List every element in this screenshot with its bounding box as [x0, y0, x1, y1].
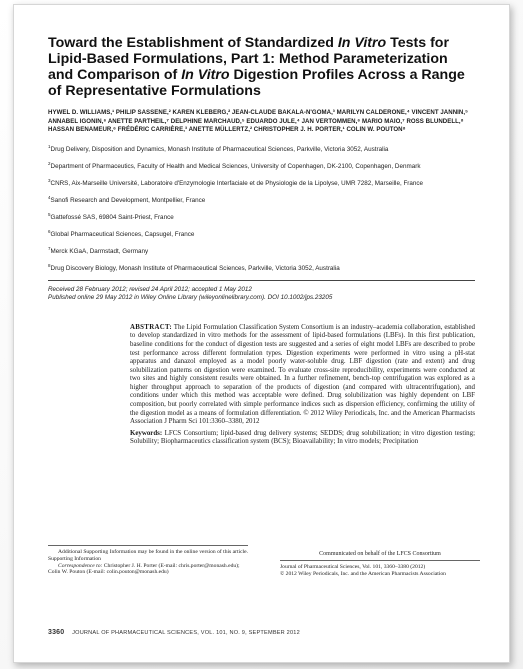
- affiliation-number: 3: [48, 177, 51, 183]
- page-footer: [48, 629, 300, 636]
- affiliation-item: [48, 177, 475, 188]
- journal-footer: JOURNAL OF PHARMACEUTICAL SCIENCES, VOL. 101, NO. 9, SEPTEMBER 2012: [72, 630, 300, 636]
- received-dates: Received 28 February 2012; revised 24 April 2012; accepted 1 May 2012: [48, 285, 252, 293]
- affiliation-item: [48, 228, 475, 239]
- title-text: Digestion Profiles Across a Range of Representative Formulations: [48, 67, 465, 99]
- affiliation-number: 8: [48, 263, 51, 269]
- affiliation-text: CNRS, Aix-Marseille Université, Laboratoire d'Enzymologie Interfaciale et de Physiologie de la Lipolyse, UMR 7282, Marseille, France: [50, 180, 424, 188]
- correspondence-label: Correspondence to:: [58, 562, 103, 569]
- title-italic: In Vitro: [181, 67, 230, 83]
- affiliation-number: 2: [48, 160, 51, 166]
- divider: [48, 280, 475, 281]
- copyright-line: © 2012 Wiley Periodicals, Inc. and the American Pharmacists Association: [280, 570, 446, 577]
- keywords-text: LFCS Consortium; lipid-based drug delivery systems; SEDDS; drug solubilization; in vitro digestion testing; Solubility; Biopharmaceutics classification system (BCS); Bioavailability; In vitro models; Precipitation: [130, 429, 475, 446]
- title-text: Tests for Lipid-Based Formulations, Part 1: Method Parameterization and Comparison of: [48, 35, 449, 83]
- footnote-divider: [48, 545, 248, 546]
- abstract-text: The Lipid Formulation Classification System Consortium is an industry–academia collaboration, established to develop standardized in vitro methods for the assessment of lipid-based formulations (LBFs). In this first publication, baseline conditions for the conduct of digestion tests are suggested and a series of eight model LBFs are described to probe test performance across different formulation types. Digestion experiments were performed in vitro using a pH-stat apparatus and danazol employed as a model poorly water-soluble drug. LBF digestion (rate and extent) and drug solubilization patterns on digestion were examined. To evaluate cross-site reproducibility, experiments were conducted at two sites and highly consistent results were obtained. In a further refinement, bench-top centrifugation was explored as a higher throughput approach to separation of the products of digestion (and compared with ultracentrifugation), and conditions under which this method was acceptable were defined. Drug solubilization was highly dependent on LBF composition, but poorly correlated with simple performance indices such as dispersion efficiency, confirming the utility of the digestion model as a means of formulation differentiation. © 2012 Wiley Periodicals, Inc. and the American Pharmacists Association J Pharm Sci 101:3360–3380, 2012: [130, 323, 475, 426]
- affiliation-item: [48, 245, 475, 256]
- keywords-label: Keywords:: [130, 429, 163, 437]
- affiliation-text: Drug Delivery, Disposition and Dynamics, Monash Institute of Pharmaceutical Sciences, Parkville, Victoria 3052, Australia: [50, 145, 389, 153]
- communicated-box: [280, 551, 480, 577]
- supporting-info-note: Additional Supporting Information may be found in the online version of this article. Supporting Information: [48, 549, 248, 562]
- affiliation-number: 6: [48, 229, 51, 235]
- affiliation-list: [48, 143, 475, 274]
- communicated-heading: Communicated on behalf of the LFCS Consortium: [319, 551, 441, 557]
- publication-info: Published online 29 May 2012 in Wiley Online Library (wileyonlinelibrary.com). DOI 10.1002/jps.23205: [48, 294, 333, 302]
- page-number: 3360: [48, 629, 65, 636]
- affiliation-text: Global Pharmaceutical Sciences, Capsugel, France: [50, 231, 195, 239]
- article-title: [48, 35, 475, 99]
- abstract-label: ABSTRACT:: [130, 323, 173, 331]
- abstract: [130, 324, 475, 427]
- title-italic: In Vitro: [337, 35, 387, 51]
- title-text: Toward the Establishment of Standardized: [48, 35, 338, 51]
- affiliation-text: Drug Discovery Biology, Monash Institute of Pharmaceutical Sciences, Parkville, Victoria 3052, Australia: [50, 265, 340, 273]
- author-list: HYWEL D. WILLIAMS,¹ PHILIP SASSENE,² KAREN KLEBERG,² JEAN-CLAUDE BAKALA-N'GOMA,³ MARILYN CALDERONE,⁴ VINCENT JANNIN,⁵ ANNABEL IGONIN,⁶ ANETTE PARTHEIL,⁷ DELPHINE MARCHAUD,⁵ EDUARDO JULE,⁴ JAN VERTOMMEN,⁶ MARIO MAIO,⁷ ROSS BLUNDELL,⁸ HASSAN BENAMEUR,⁶ FRÉDÉRIC CARRIÈRE,³ ANETTE MÜLLERTZ,² CHRISTOPHER J. H. PORTER,¹ COLIN W. POUTON⁸: [48, 109, 468, 134]
- affiliation-item: [48, 160, 475, 171]
- affiliation-number: 4: [48, 195, 51, 201]
- correspondence-note: [48, 563, 248, 577]
- affiliation-text: Department of Pharmaceutics, Faculty of Health and Medical Sciences, University of Copenhagen, DK-2100, Copenhagen, Denmark: [50, 162, 421, 170]
- affiliation-item: [48, 194, 475, 205]
- paper-page: [13, 4, 510, 663]
- keywords: [130, 430, 475, 447]
- affiliation-number: 5: [48, 212, 51, 218]
- journal-citation: Journal of Pharmaceutical Sciences, Vol. 101, 3360–3380 (2012): [280, 563, 426, 570]
- affiliation-number: 7: [48, 246, 51, 252]
- footnotes: [48, 545, 248, 576]
- communicated-divider: [280, 560, 480, 561]
- affiliation-item: [48, 143, 475, 154]
- affiliation-number: 1: [48, 143, 51, 149]
- affiliation-item: [48, 211, 475, 222]
- affiliation-text: Merck KGaA, Darmstadt, Germany: [50, 248, 149, 256]
- affiliation-text: Sanofi Research and Development, Montpellier, France: [50, 197, 206, 205]
- correspondence-text: Christopher J. H. Porter (E-mail: chris.porter@monash.edu); Colin W. Pouton (E-mail: colin.pouton@monash.edu): [48, 562, 240, 576]
- affiliation-item: [48, 262, 475, 273]
- affiliation-text: Gattefossé SAS, 69804 Saint-Priest, France: [50, 214, 174, 222]
